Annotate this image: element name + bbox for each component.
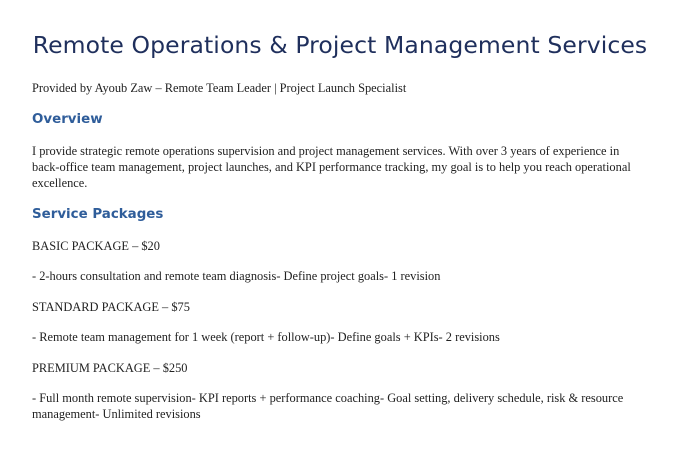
byline: Provided by Ayoub Zaw – Remote Team Leader | Project Launch Specialist: [32, 81, 407, 95]
overview-heading: Overview: [32, 112, 103, 127]
package-name: PREMIUM PACKAGE – $250: [32, 361, 188, 375]
package-description: - Full month remote supervision- KPI reports + performance coaching- Goal setting, delivery schedule, risk & resource management- Unlimited revisions: [32, 391, 624, 421]
package-list: [32, 238, 648, 422]
package-standard: [32, 299, 648, 345]
service-packages-heading: Service Packages: [32, 207, 164, 222]
package-premium: [32, 360, 648, 422]
package-name: STANDARD PACKAGE – $75: [32, 300, 190, 314]
package-description: - 2-hours consultation and remote team diagnosis- Define project goals- 1 revision: [32, 269, 441, 283]
overview-text: I provide strategic remote operations supervision and project management services. With over 3 years of experience in back-office team management, project launches, and KPI performance tracking, my goal is to help you reach operational excellence.: [32, 144, 631, 190]
package-description: - Remote team management for 1 week (report + follow-up)- Define goals + KPIs- 2 revisions: [32, 330, 500, 344]
package-name: BASIC PACKAGE – $20: [32, 239, 160, 253]
package-basic: [32, 238, 648, 284]
page-title: Remote Operations & Project Management Services: [32, 31, 648, 59]
